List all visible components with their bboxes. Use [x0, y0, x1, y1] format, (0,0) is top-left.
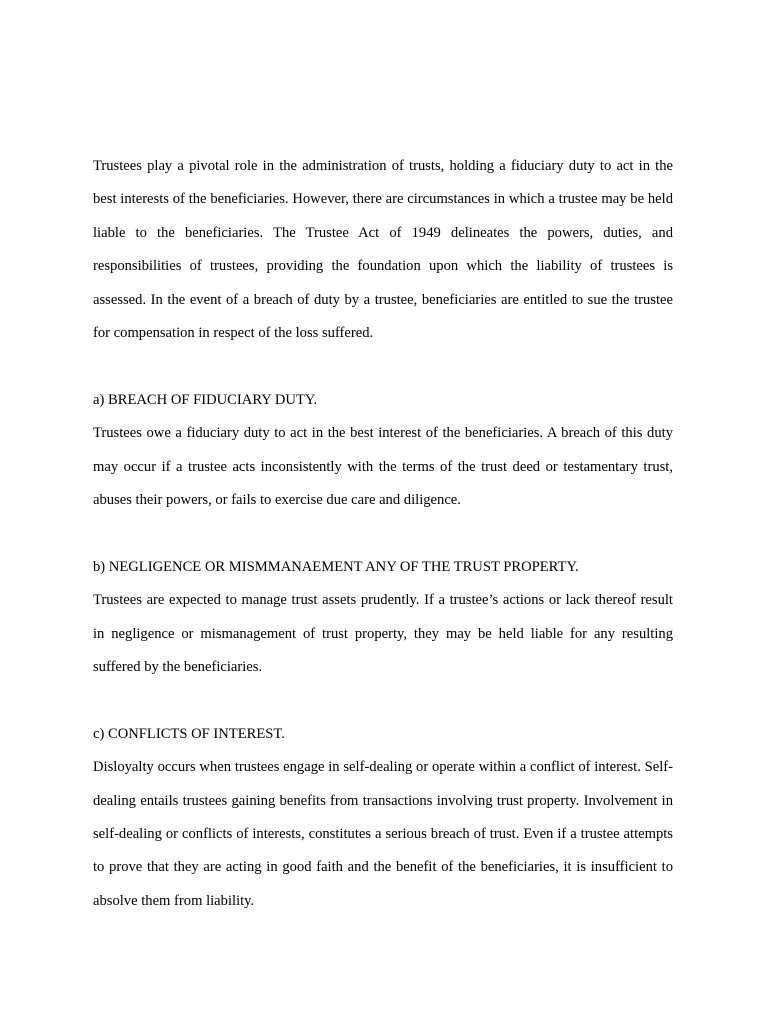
section-heading-conflicts-of-interest: c) CONFLICTS OF INTEREST.	[93, 725, 285, 742]
section-heading-breach-of-fiduciary-duty: a) BREACH OF FIDUCIARY DUTY.	[93, 391, 318, 408]
document-body	[93, 150, 673, 918]
section-body-breach-of-fiduciary-duty: Trustees owe a fiduciary duty to act in the best interest of the beneficiaries. A breach of this duty may occur if a trustee acts inconsistently with the terms of the trust deed or testamentary trust, abuses their powers, or fails to exercise due care and diligence.	[93, 425, 673, 509]
paragraph-spacer	[93, 350, 673, 383]
section-body-negligence: Trustees are expected to manage trust assets prudently. If a trustee’s actions or lack thereof result in negligence or mismanagement of trust property, they may be held liable for any resulting suffered by the beneficiaries.	[93, 592, 673, 676]
paragraph-spacer	[93, 517, 673, 550]
section-heading-negligence: b) NEGLIGENCE OR MISMMANAEMENT ANY OF THE TRUST PROPERTY.	[93, 558, 579, 575]
paragraph-spacer	[93, 684, 673, 717]
section-body-conflicts-of-interest: Disloyalty occurs when trustees engage in self-dealing or operate within a conflict of interest. Self-dealing entails trustees gaining benefits from transactions involving trust property. Involvement in self-dealing or conflicts of interests, constitutes a serious breach of trust. Even if a trustee attempts to prove that they are acting in good faith and the benefit of the beneficiaries, it is insufficient to absolve them from liability.	[93, 759, 673, 909]
intro-paragraph: Trustees play a pivotal role in the administration of trusts, holding a fiduciary duty to act in the best interests of the beneficiaries. However, there are circumstances in which a trustee may be held liable to the beneficiaries. The Trustee Act of 1949 delineates the powers, duties, and responsibilities of trustees, providing the foundation upon which the liability of trustees is assessed. In the event of a breach of duty by a trustee, beneficiaries are entitled to sue the trustee for compensation in respect of the loss suffered.	[93, 158, 673, 342]
